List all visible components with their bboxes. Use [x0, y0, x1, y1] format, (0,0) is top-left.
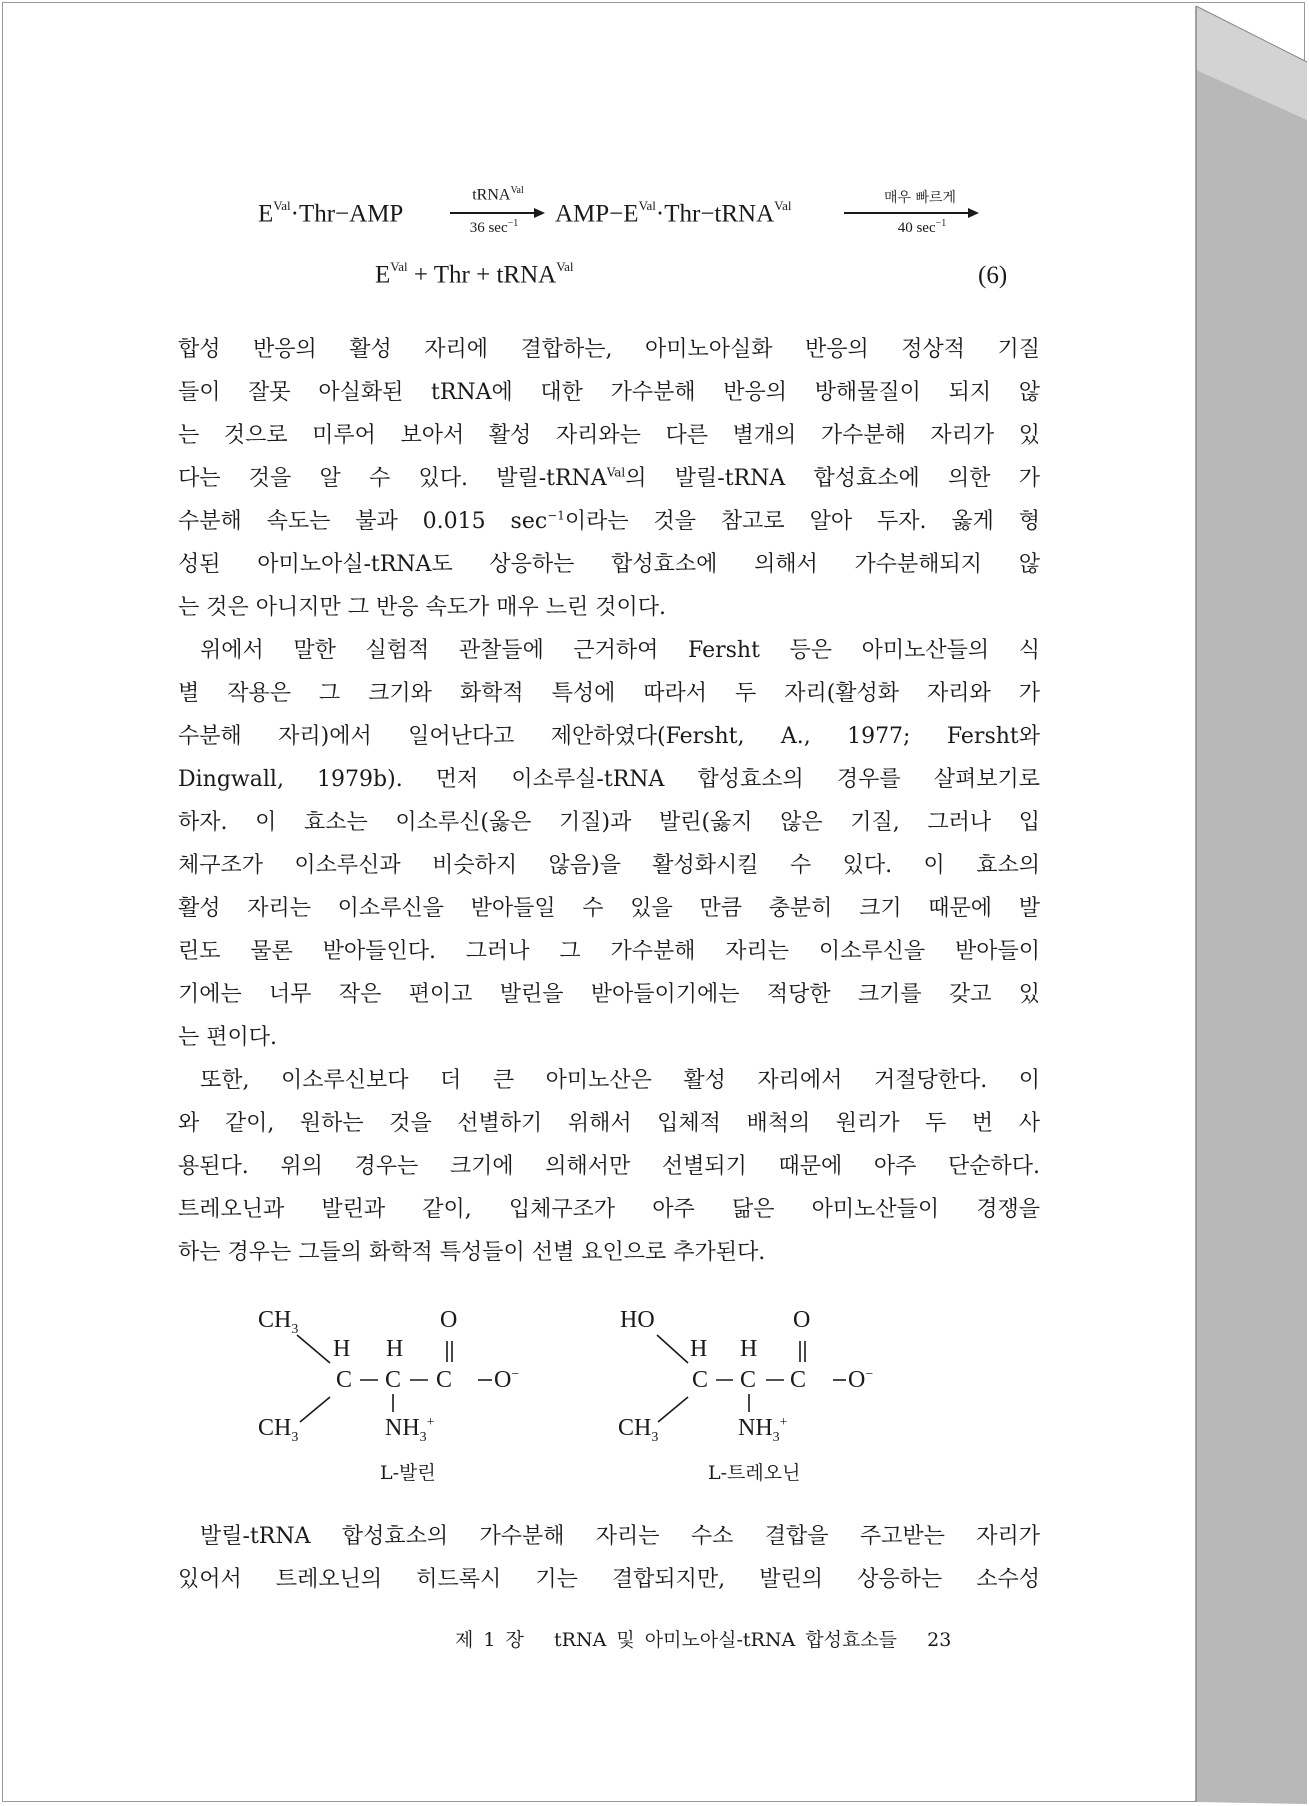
arrow-1-reagent: tRNA$^{Val}$	[472, 185, 524, 204]
valine-h2: H	[386, 1336, 404, 1362]
text-line: 는 것은 아니지만 그 반응 속도가 매우 느린 것이다.	[178, 595, 666, 620]
threonine-hydroxyl: HO	[620, 1307, 655, 1333]
equation-reactant: $E^{Val}\cdot Thr-AMP$	[258, 198, 404, 228]
arrow-2-condition: 매우 빠르게	[883, 190, 957, 206]
threonine-carboxylate: O−	[848, 1367, 874, 1393]
valine-c1: C	[336, 1367, 353, 1393]
text-line: 활성 자리는 이소루신을 받아들일 수 있을 만큼 충분히 크기 때문에 발	[178, 896, 1040, 921]
valine-h1: H	[333, 1336, 351, 1362]
equation-intermediate: $AMP-E^{Val}\cdot Thr-tRNA^{Val}$	[555, 198, 792, 228]
arrow-2-rate: 40 $\sec^{-1}$	[897, 218, 947, 236]
valine-c2: C	[385, 1367, 402, 1393]
text-line: 기에는 너무 작은 편이고 발린을 받아들이기에는 적당한 크기를 갖고 있	[178, 982, 1040, 1007]
text-line: 성된 아미노아실-tRNA도 상응하는 합성효소에 의해서 가수분해되지 않	[178, 552, 1040, 577]
text-line: 들이 잘못 아실화된 tRNA에 대한 가수분해 반응의 방해물질이 되지 않	[178, 380, 1040, 405]
text-line: 발릴-tRNA 합성효소의 가수분해 자리는 수소 결합을 주고받는 자리가	[200, 1524, 1040, 1549]
text-line: 는 편이다.	[178, 1025, 277, 1050]
valine-methyl-top: $CH_3$	[258, 1307, 299, 1337]
text-line: 위에서 말한 실험적 관찰들에 근거하여 Fersht 등은 아미노산들의 식	[200, 638, 1040, 663]
footer-title: tRNA 및 아미노아실-tRNA 합성효소들	[554, 1629, 898, 1651]
text-line: 용된다. 위의 경우는 크기에 의해서만 선별되기 때문에 아주 단순하다.	[178, 1154, 1040, 1179]
text-line: 다는 것을 알 수 있다. 발릴-tRNA$^{Val}$의 발릴-tRNA 합성효소에 의한 가	[178, 465, 1040, 491]
threonine-h1: H	[690, 1336, 708, 1362]
equation-number: (6)	[978, 262, 1008, 289]
valine-carbonyl-oxygen: O	[440, 1307, 458, 1333]
threonine-c3: C	[790, 1367, 807, 1393]
arrow-1-rate: 36 $\sec^{-1}$	[469, 218, 519, 236]
threonine-methyl: $CH_3$	[618, 1415, 659, 1445]
text-line: 수분해 속도는 불과 0.015 $\sec^{-1}$이라는 것을 참고로 알아 두자. 옳게 형	[178, 508, 1040, 534]
threonine-amine: $NH_3^+$	[738, 1415, 788, 1445]
text-line: 체구조가 이소루신과 비슷하지 않음)을 활성화시킬 수 있다. 이 효소의	[178, 853, 1040, 878]
valine-amine: $NH_3^+$	[385, 1415, 435, 1445]
text-line: 하는 경우는 그들의 화학적 특성들이 선별 요인으로 추가된다.	[178, 1240, 766, 1265]
text-line: 있어서 트레오닌의 히드록시 기는 결합되지만, 발린의 상응하는 소수성	[178, 1567, 1040, 1592]
text-line: 합성 반응의 활성 자리에 결합하는, 아미노아실화 반응의 정상적 기질	[178, 337, 1040, 362]
running-footer	[455, 1625, 951, 1652]
page-number: 23	[927, 1629, 952, 1651]
text-line: Dingwall, 1979b). 먼저 이소루실-tRNA 합성효소의 경우를 살펴보기로	[178, 767, 1040, 792]
text-line: 와 같이, 원하는 것을 선별하기 위해서 입체적 배척의 원리가 두 번 사	[178, 1111, 1040, 1136]
threonine-h2: H	[740, 1336, 758, 1362]
valine-methyl-bottom: $CH_3$	[258, 1415, 299, 1445]
threonine-label: L-트레오닌	[708, 1462, 801, 1484]
text-line: 별 작용은 그 크기와 화학적 특성에 따라서 두 자리(활성화 자리와 가	[178, 681, 1040, 706]
valine-c3: C	[436, 1367, 453, 1393]
valine-carboxylate: O−	[494, 1367, 520, 1393]
text-line: 또한, 이소루신보다 더 큰 아미노산은 활성 자리에서 거절당한다. 이	[200, 1068, 1040, 1093]
threonine-c2: C	[740, 1367, 757, 1393]
equation-products: $E^{Val}$ + Thr + tRNA$^{Val}$	[375, 259, 574, 289]
text-line: 트레오닌과 발린과 같이, 입체구조가 아주 닮은 아미노산들이 경쟁을	[178, 1197, 1040, 1222]
threonine-c1: C	[692, 1367, 709, 1393]
footer-chapter: 제 1 장	[455, 1629, 524, 1651]
valine-label: L-발린	[380, 1462, 436, 1484]
text-line: 하자. 이 효소는 이소루신(옳은 기질)과 발린(옳지 않은 기질, 그러나 입	[178, 810, 1040, 835]
text-line: 수분해 자리)에서 일어난다고 제안하였다(Fersht, A., 1977; Fersht와	[178, 724, 1040, 749]
text-line: 는 것으로 미루어 보아서 활성 자리와는 다른 별개의 가수분해 자리가 있	[178, 423, 1040, 448]
threonine-carbonyl-oxygen: O	[793, 1307, 811, 1333]
text-line: 린도 물론 받아들인다. 그러나 그 가수분해 자리는 이소루신을 받아들이	[178, 939, 1040, 964]
